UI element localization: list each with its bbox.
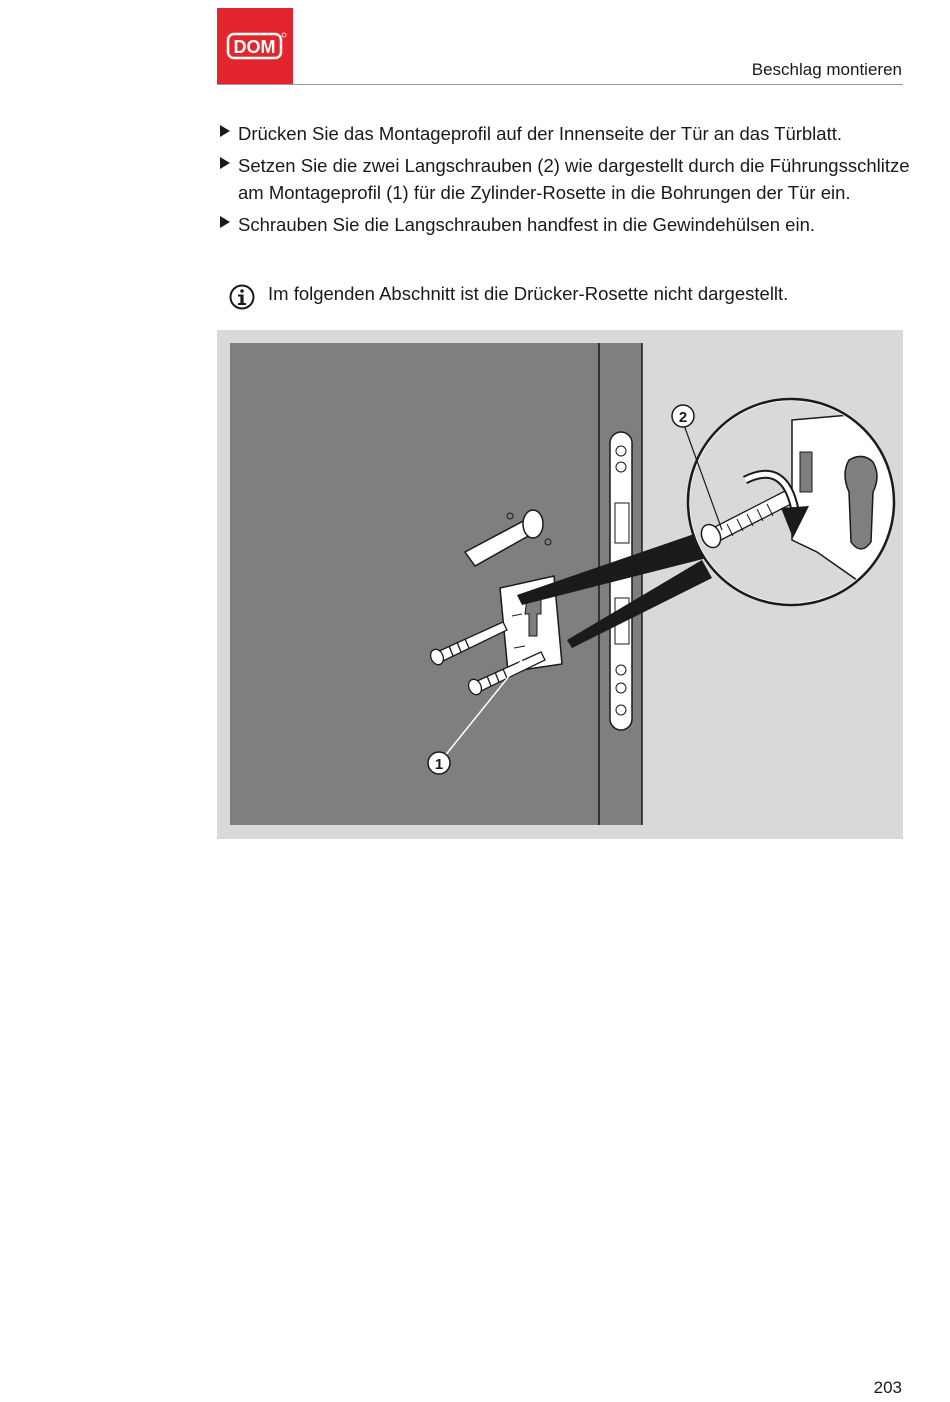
bullet-arrow-icon xyxy=(220,125,230,137)
callout-1 xyxy=(428,752,450,774)
logo-wordmark: DOM xyxy=(233,37,276,57)
section-title: Beschlag montieren xyxy=(751,60,902,79)
callout-label-2: 2 xyxy=(678,409,688,426)
mounting-illustration xyxy=(217,330,903,839)
callout-label-1: 1 xyxy=(434,756,444,773)
door-diagram xyxy=(217,330,903,839)
header-divider xyxy=(217,84,903,85)
step-text: Drücken Sie das Montageprofil auf der Innenseite der Tür an das Türblatt. xyxy=(238,123,842,144)
instruction-step xyxy=(220,120,910,147)
page-number: 203 xyxy=(873,1378,902,1397)
step-text: Setzen Sie die zwei Langschrauben (2) wie dargestellt durch die Führungsschlitze am Montageprofil (1) für die Zylinder-Rosette in die Bohrungen der Tür ein. xyxy=(238,155,910,203)
dom-logo-mark xyxy=(217,8,293,84)
callout-2 xyxy=(672,405,694,427)
dom-logo xyxy=(217,8,293,84)
note-text: Im folgenden Abschnitt ist die Drücker-Rosette nicht dargestellt. xyxy=(268,283,789,304)
bullet-arrow-icon xyxy=(220,157,230,169)
info-note xyxy=(229,280,909,310)
info-icon xyxy=(229,284,255,310)
instruction-step xyxy=(220,211,910,238)
bullet-arrow-icon xyxy=(220,216,230,228)
instruction-list xyxy=(220,120,910,243)
instruction-step xyxy=(220,152,910,206)
step-text: Schrauben Sie die Langschrauben handfest in die Gewindehülsen ein. xyxy=(238,214,815,235)
